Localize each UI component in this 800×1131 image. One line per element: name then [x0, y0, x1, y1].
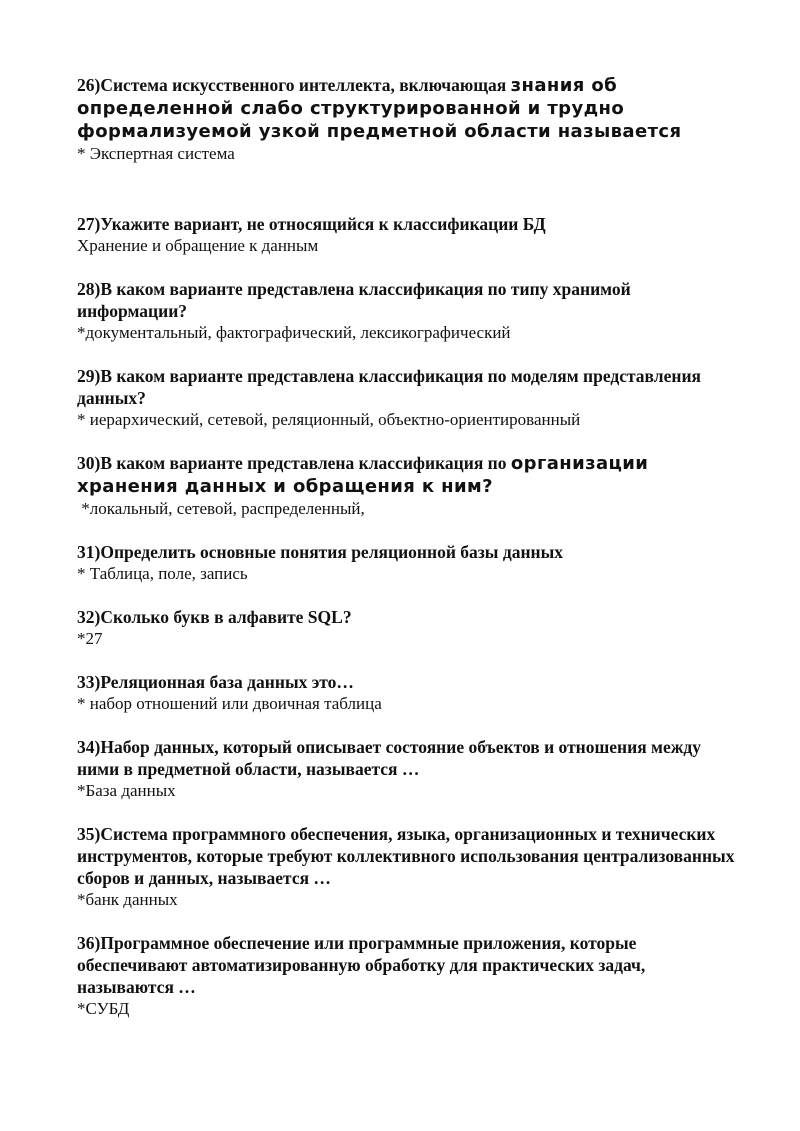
question-text	[77, 452, 737, 498]
answer-text: Хранение и обращение к данным	[77, 236, 319, 255]
spacer	[77, 257, 737, 278]
question-text	[77, 823, 737, 889]
spacer	[77, 911, 737, 932]
question-emphasis: организации хранения данных и обращения к ним?	[77, 453, 649, 497]
question-number: 27)	[77, 214, 101, 234]
question-plain: В каком варианте представлена классификация по	[100, 453, 511, 473]
question-block-34	[77, 736, 737, 802]
question-emphasis: знания об определенной слабо структурированной и трудно формализуемой узкой предметной области называется	[77, 75, 682, 142]
spacer	[77, 650, 737, 671]
document-page	[77, 74, 737, 1020]
question-text	[77, 671, 737, 693]
question-plain: Реляционная база данных это…	[100, 672, 354, 692]
question-number: 30)	[77, 453, 101, 473]
question-block-31	[77, 541, 737, 585]
spacer	[77, 802, 737, 823]
question-text	[77, 278, 737, 322]
question-plain: В каком варианте представлена классификация по типу хранимой информации?	[77, 279, 631, 321]
question-block-32	[77, 606, 737, 650]
question-number: 35)	[77, 824, 101, 844]
question-plain: В каком варианте представлена классификация по моделям представления данных?	[77, 366, 701, 408]
question-block-26	[77, 74, 737, 165]
question-block-29	[77, 365, 737, 431]
question-text	[77, 365, 737, 409]
answer-text: *СУБД	[77, 999, 130, 1018]
question-text	[77, 74, 737, 143]
question-block-30	[77, 452, 737, 520]
question-text	[77, 213, 737, 235]
question-number: 32)	[77, 607, 101, 627]
answer-text: *База данных	[77, 781, 176, 800]
question-text	[77, 541, 737, 563]
spacer	[77, 344, 737, 365]
question-block-36	[77, 932, 737, 1020]
question-plain: Сколько букв в алфавите SQL?	[100, 607, 352, 627]
question-block-27	[77, 213, 737, 257]
answer-text: * Таблица, поле, запись	[77, 564, 248, 583]
question-number: 33)	[77, 672, 101, 692]
answer-text: *локальный, сетевой, распределенный,	[77, 499, 365, 518]
question-plain: Определить основные понятия реляционной базы данных	[100, 542, 564, 562]
answer-text: * Экспертная система	[77, 144, 235, 163]
question-block-28	[77, 278, 737, 344]
answer-text: * иерархический, сетевой, реляционный, объектно-ориентированный	[77, 410, 581, 429]
question-block-33	[77, 671, 737, 715]
question-number: 26)	[77, 75, 101, 95]
spacer	[77, 715, 737, 736]
question-text	[77, 932, 737, 998]
question-number: 28)	[77, 279, 101, 299]
question-number: 36)	[77, 933, 101, 953]
answer-text: * набор отношений или двоичная таблица	[77, 694, 382, 713]
spacer	[77, 520, 737, 541]
question-number: 34)	[77, 737, 101, 757]
question-plain: Укажите вариант, не относящийся к классификации БД	[100, 214, 546, 234]
question-number: 31)	[77, 542, 101, 562]
answer-text: *банк данных	[77, 890, 178, 909]
answer-text: *27	[77, 629, 103, 648]
question-text	[77, 736, 737, 780]
spacer	[77, 585, 737, 606]
question-plain: Система программного обеспечения, языка, организационных и технических инструментов, которые требуют коллективного использования централизованных сборов и данных, называется …	[77, 824, 735, 888]
spacer	[77, 431, 737, 452]
answer-text: *документальный, фактографический, лексикографический	[77, 323, 511, 342]
question-number: 29)	[77, 366, 101, 386]
question-plain: Программное обеспечение или программные приложения, которые обеспечивают автоматизированную обработку для практических задач, называются …	[77, 933, 646, 997]
question-block-35	[77, 823, 737, 911]
question-plain: Набор данных, который описывает состояние объектов и отношения между ними в предметной области, называется …	[77, 737, 702, 779]
question-text	[77, 606, 737, 628]
question-plain: Система искусственного интеллекта, включающая	[100, 75, 511, 95]
